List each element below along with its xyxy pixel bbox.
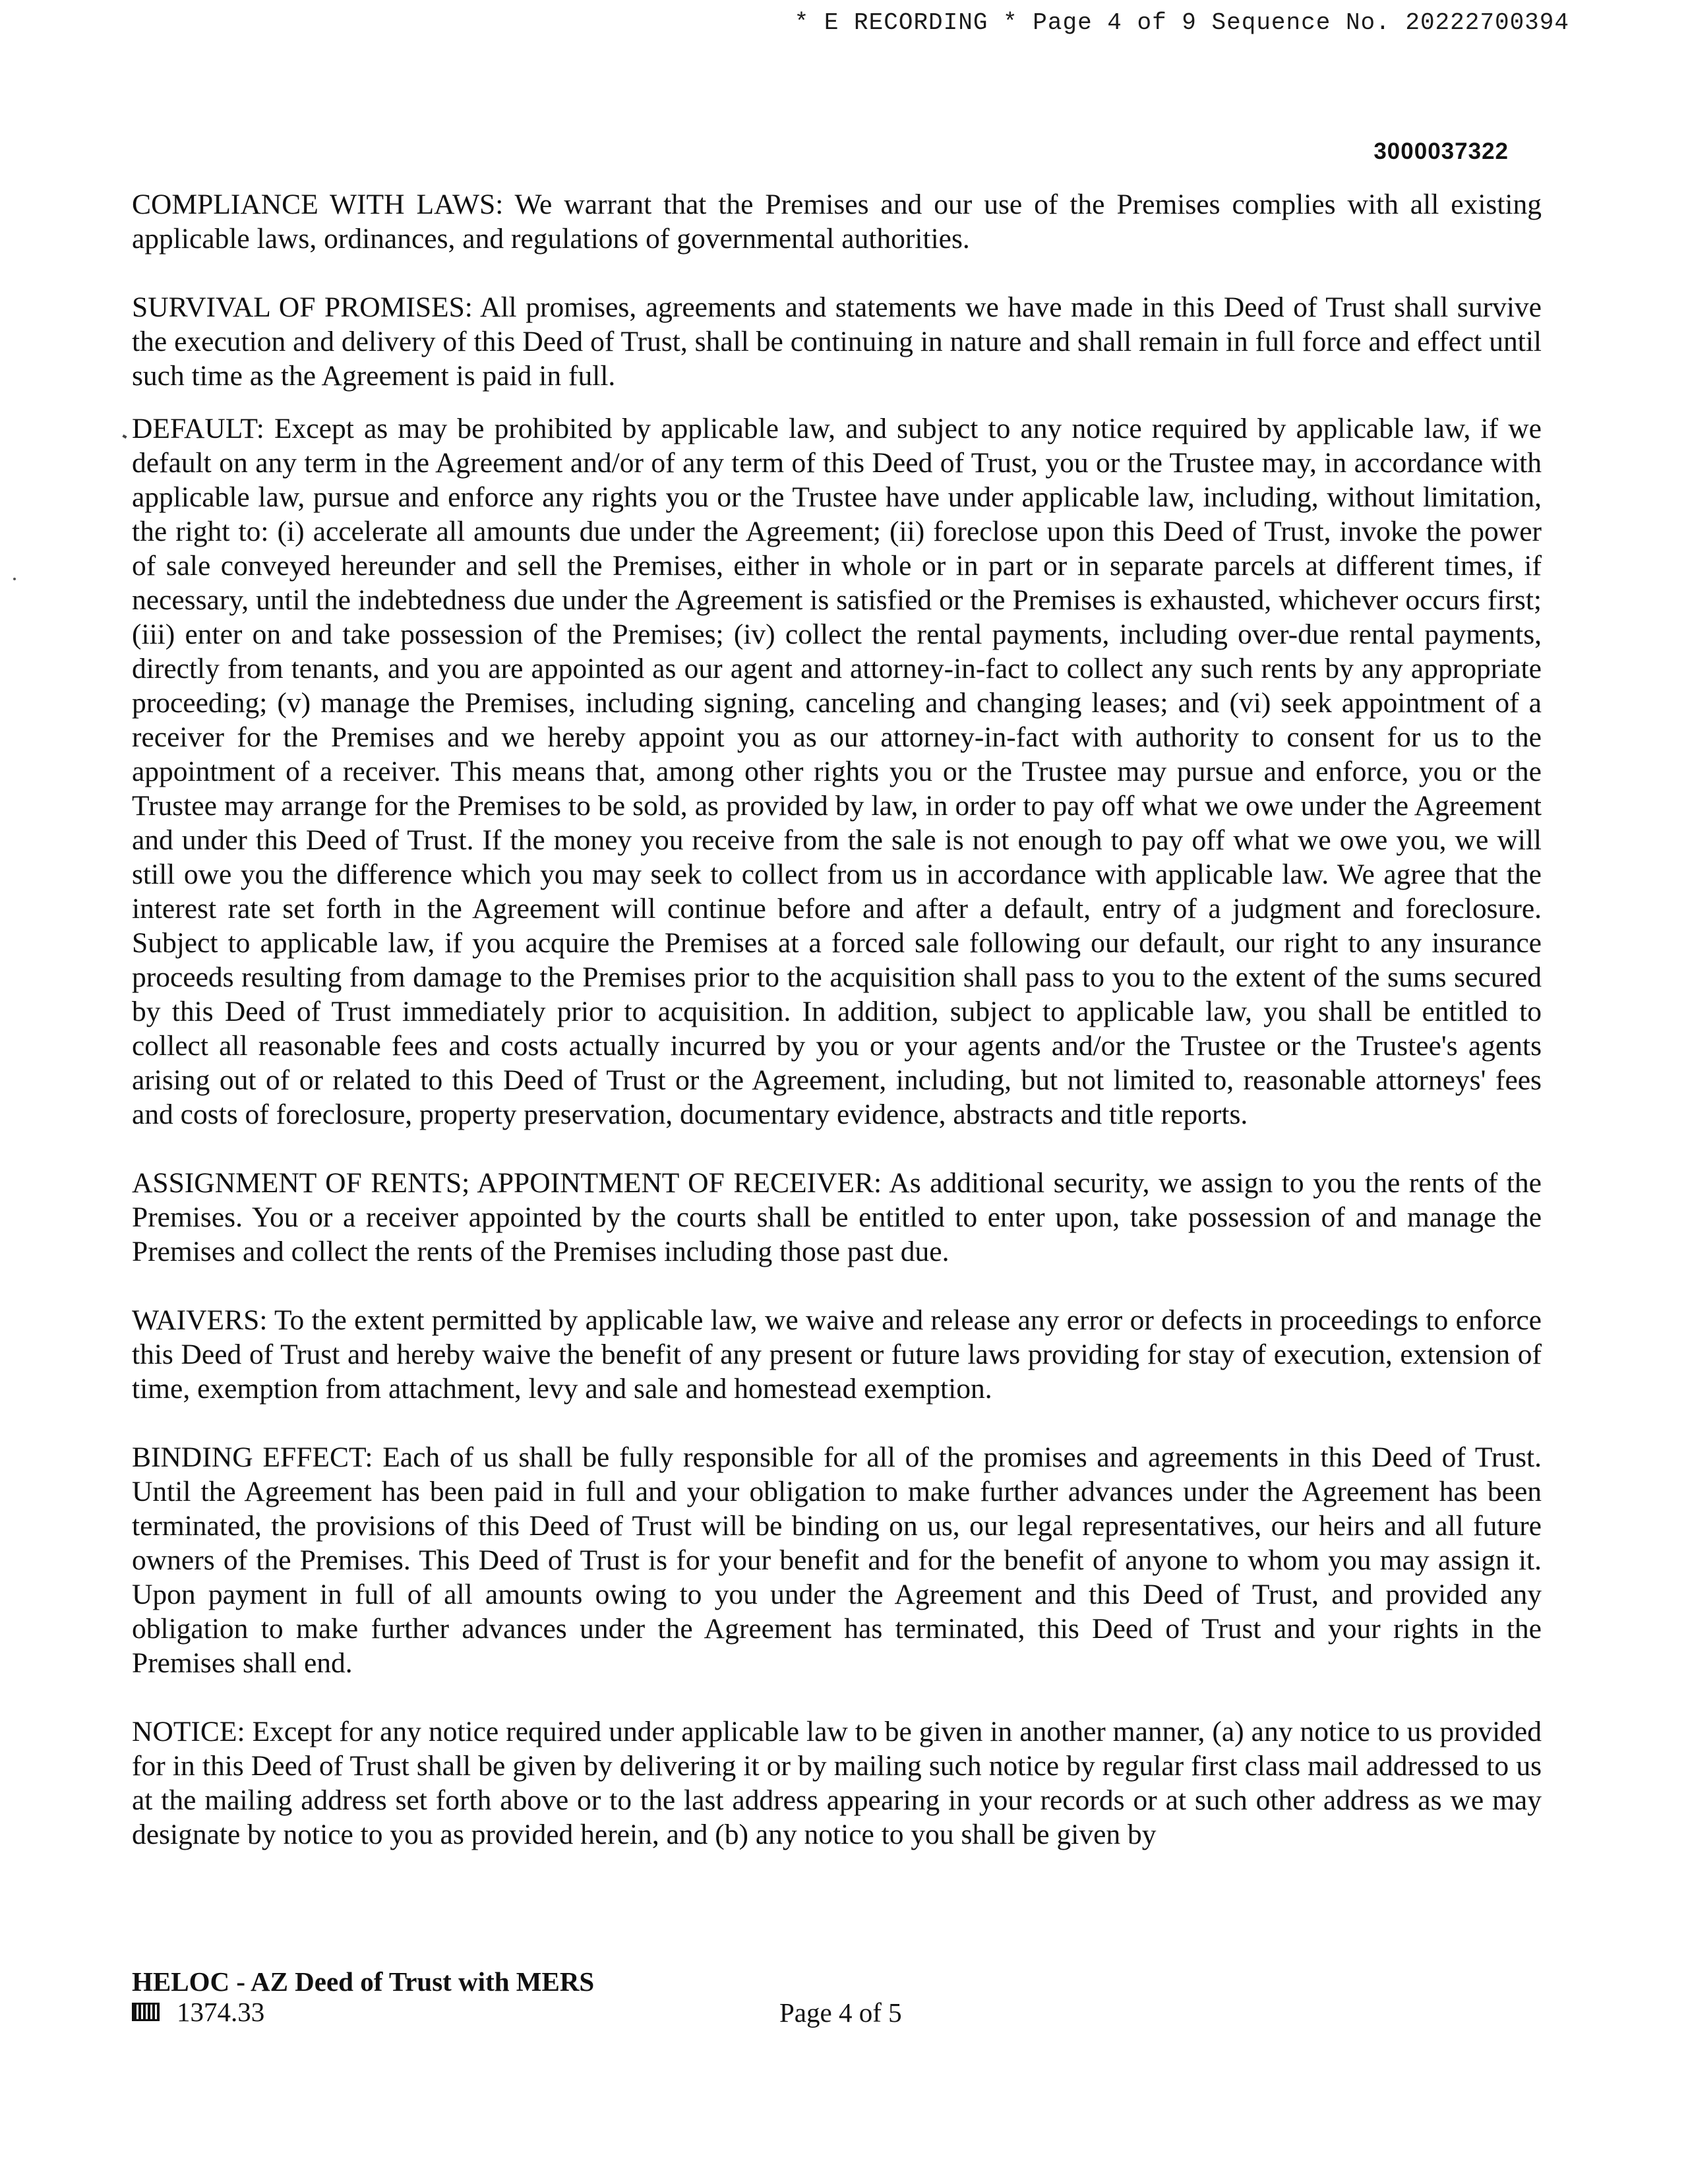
paragraph-binding-effect — [132, 1440, 1542, 1680]
paragraph-heading: SURVIVAL OF PROMISES: — [132, 291, 473, 323]
paragraph-text: Each of us shall be fully responsible for all of the promises and agreements in this Deed of Trust. Until the Agreement has been paid in full and your obligation to make further advances under the Agreement has been terminated, the provisions of this Deed of Trust will be binding on us, our legal representatives, our heirs and all future owners of the Premises. This Deed of Trust is for your benefit and for the benefit of anyone to whom you may assign it. Upon payment in full of all amounts owing to you under the Agreement and this Deed of Trust, and provided any obligation to make further advances under the Agreement has terminated, this Deed of Trust and your rights in the Premises shall end. — [132, 1441, 1542, 1679]
page-number: Page 4 of 5 — [779, 1997, 902, 2028]
paragraph-heading: WAIVERS: — [132, 1304, 268, 1336]
paragraph-heading: ASSIGNMENT OF RENTS; APPOINTMENT OF RECEIVER: — [132, 1167, 882, 1199]
paragraph-text: As additional security, we assign to you the rents of the Premises. You or a receiver appointed by the courts shall be entitled to enter upon, take possession of and manage the Premises and collect the rents of the Premises including those past due. — [132, 1167, 1542, 1267]
paragraph-text: Except as may be prohibited by applicable law, and subject to any notice required by applicable law, if we default on any term in the Agreement and/or of any term of this Deed of Trust, you or the Trustee may, in accordance with applicable law, pursue and enforce any rights you or the Trustee have under applicable law, including, without limitation, the right to: (i) accelerate all amounts due under the Agreement; (ii) foreclose upon this Deed of Trust, invoke the power of sale conveyed hereunder and sell the Premises, either in whole or in part or in separate parcels at different times, if necessary, until the indebtedness due under the Agreement is satisfied or the Premises is exhausted, whichever occurs first; (iii) enter on and take possession of the Premises; (iv) collect the rental payments, including over-due rental payments, directly from tenants, and you are appointed as our agent and attorney-in-fact to collect any such rents by any appropriate proceeding; (v) manage the Premises, including signing, canceling and changing leases; and (vi) seek appointment of a receiver for the Premises and we hereby appoint you as our attorney-in-fact with authority to consent for us to the appointment of a receiver. This means that, among other rights you or the Trustee may pursue and enforce, you or the Trustee may arrange for the Premises to be sold, as provided by law, in order to pay off what we owe under the Agreement and under this Deed of Trust. If the money you receive from the sale is not enough to pay off what we owe you, we will still owe you the difference which you may seek to collect from us in accordance with applicable law. We agree that the interest rate set forth in the Agreement will continue before and after a default, entry of a judgment and foreclosure. Subject to applicable law, if you acquire the Premises at a forced sale following our default, our right to any insurance proceeds resulting from damage to the Premises prior to the acquisition shall pass to you to the extent of the sums secured by this Deed of Trust immediately prior to acquisition. In addition, subject to applicable law, you shall be entitled to collect all reasonable fees and costs actually incurred by you or your agents and/or the Trustee or the Trustee's agents arising out of or related to this Deed of Trust or the Agreement, including, but not limited to, reasonable attorneys' fees and costs of foreclosure, property preservation, documentary evidence, abstracts and title reports. — [132, 413, 1542, 1130]
paragraph-survival-of-promises — [132, 290, 1542, 393]
margin-dot — [13, 578, 16, 580]
margin-mark — [122, 435, 127, 439]
paragraph-heading: COMPLIANCE WITH LAWS: — [132, 189, 504, 220]
paragraph-default — [132, 411, 1542, 1132]
paragraph-text: To the extent permitted by applicable law, we waive and release any error or defects in proceedings to enforce this Deed of Trust and hereby waive the benefit of any present or future laws providing for stay of execution, extension of time, exemption from attachment, levy and sale and homestead exemption. — [132, 1304, 1542, 1405]
paragraph-heading: NOTICE: — [132, 1716, 245, 1747]
document-body — [132, 187, 1542, 1886]
paragraph-text: We warrant that the Premises and our use of the Premises complies with all existing applicable laws, ordinances, and regulations of governmental authorities. — [132, 189, 1542, 255]
paragraph-heading: DEFAULT: — [132, 413, 264, 444]
recording-header: * E RECORDING * Page 4 of 9 Sequence No. 20222700394 — [794, 9, 1569, 36]
paragraph-assignment-of-rents — [132, 1166, 1542, 1269]
form-footer — [132, 1966, 594, 2027]
paragraph-notice — [132, 1714, 1542, 1852]
paragraph-text: All promises, agreements and statements we have made in this Deed of Trust shall survive the execution and delivery of this Deed of Trust, shall be continuing in nature and shall remain in full force and effect until such time as the Agreement is paid in full. — [132, 291, 1542, 392]
form-logo-icon — [132, 2003, 160, 2021]
paragraph-waivers — [132, 1303, 1542, 1406]
form-code: 1374.33 — [177, 1997, 265, 2027]
form-code-row — [132, 1997, 594, 2027]
paragraph-compliance-with-laws — [132, 187, 1542, 256]
form-title: HELOC - AZ Deed of Trust with MERS — [132, 1966, 595, 1997]
paragraph-heading: BINDING EFFECT: — [132, 1441, 373, 1473]
paragraph-text: Except for any notice required under applicable law to be given in another manner, (a) any notice to us provided for in this Deed of Trust shall be given by delivering it or by mailing such notice by regular first class mail addressed to us at the mailing address set forth above or to the last address appearing in your records or at such other address as we may designate by notice to you as provided herein, and (b) any notice to you shall be given by — [132, 1716, 1542, 1850]
loan-number: 3000037322 — [1373, 138, 1509, 164]
